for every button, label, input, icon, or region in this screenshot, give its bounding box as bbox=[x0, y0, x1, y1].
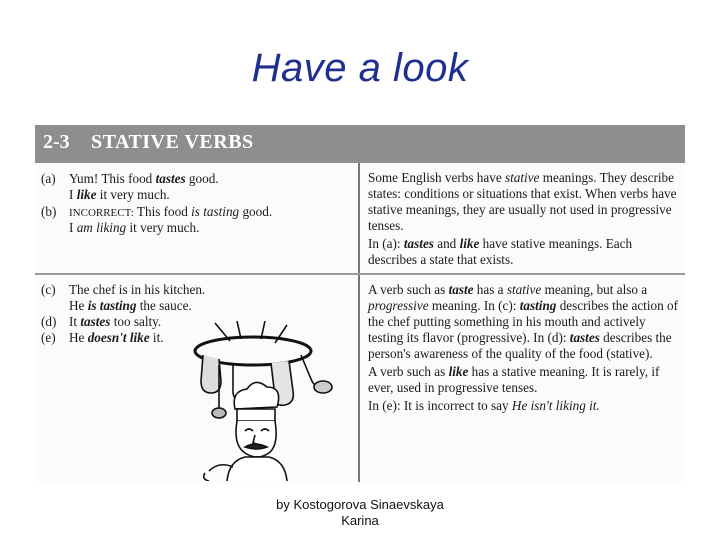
explanation-paragraph: In (e): It is incorrect to say He isn't liking it. bbox=[368, 398, 600, 413]
chef-tasting-icon bbox=[175, 321, 335, 481]
example-text: It tastes too salty. bbox=[69, 314, 162, 329]
example-label: (d) bbox=[41, 314, 57, 329]
example-text: The chef is in his kitchen. bbox=[69, 282, 206, 297]
grammar-chart bbox=[35, 125, 685, 482]
example-text: He doesn't like it. bbox=[69, 330, 164, 345]
explanation-paragraph: In (a): tastes and like have stative meanings. Each describes a state that exists. bbox=[368, 236, 633, 267]
explanation-paragraph: A verb such as like has a stative meaning. It is rarely, if ever, used in progressive tenses. bbox=[368, 364, 660, 395]
slide-title: Have a look bbox=[251, 46, 469, 90]
explanation-paragraph: Some English verbs have stative meanings. They describe states: conditions or situations that exist. When verbs have stative meanings, they are usually not used in progressive tenses. bbox=[368, 170, 677, 233]
slide-footer bbox=[250, 497, 470, 529]
example-text: He is tasting the sauce. bbox=[69, 298, 192, 313]
explanation-paragraph: A verb such as taste has a stative meaning, but also a progressive meaning. In (c): tasting describes the action of the chef putting something in his mouth and actively testing its flavor (progressive). In (d): tastes describes the person's awareness of the quality of the food (stative). bbox=[368, 282, 678, 361]
incorrect-tag: INCORRECT: bbox=[69, 207, 134, 219]
example-label: (b) bbox=[41, 204, 57, 219]
explanation-top bbox=[368, 170, 680, 270]
row-divider bbox=[35, 273, 685, 275]
example-text: I am liking it very much. bbox=[69, 220, 200, 235]
example-text: I like it very much. bbox=[69, 187, 170, 202]
chart-title: STATIVE VERBS bbox=[91, 131, 254, 153]
chart-number: 2-3 bbox=[43, 131, 70, 153]
author-name: Karina bbox=[341, 513, 379, 528]
chart-header bbox=[35, 125, 685, 163]
explanation-bottom bbox=[368, 282, 680, 416]
example-label: (e) bbox=[41, 330, 56, 345]
author-line: by Kostogorova Sinaevskaya bbox=[276, 497, 444, 512]
example-label: (a) bbox=[41, 171, 56, 186]
example-label: (c) bbox=[41, 282, 56, 297]
example-text: Yum! This food tastes good. bbox=[69, 171, 219, 186]
column-divider bbox=[358, 163, 360, 482]
example-text: INCORRECT: This food is tasting good. bbox=[69, 204, 273, 219]
